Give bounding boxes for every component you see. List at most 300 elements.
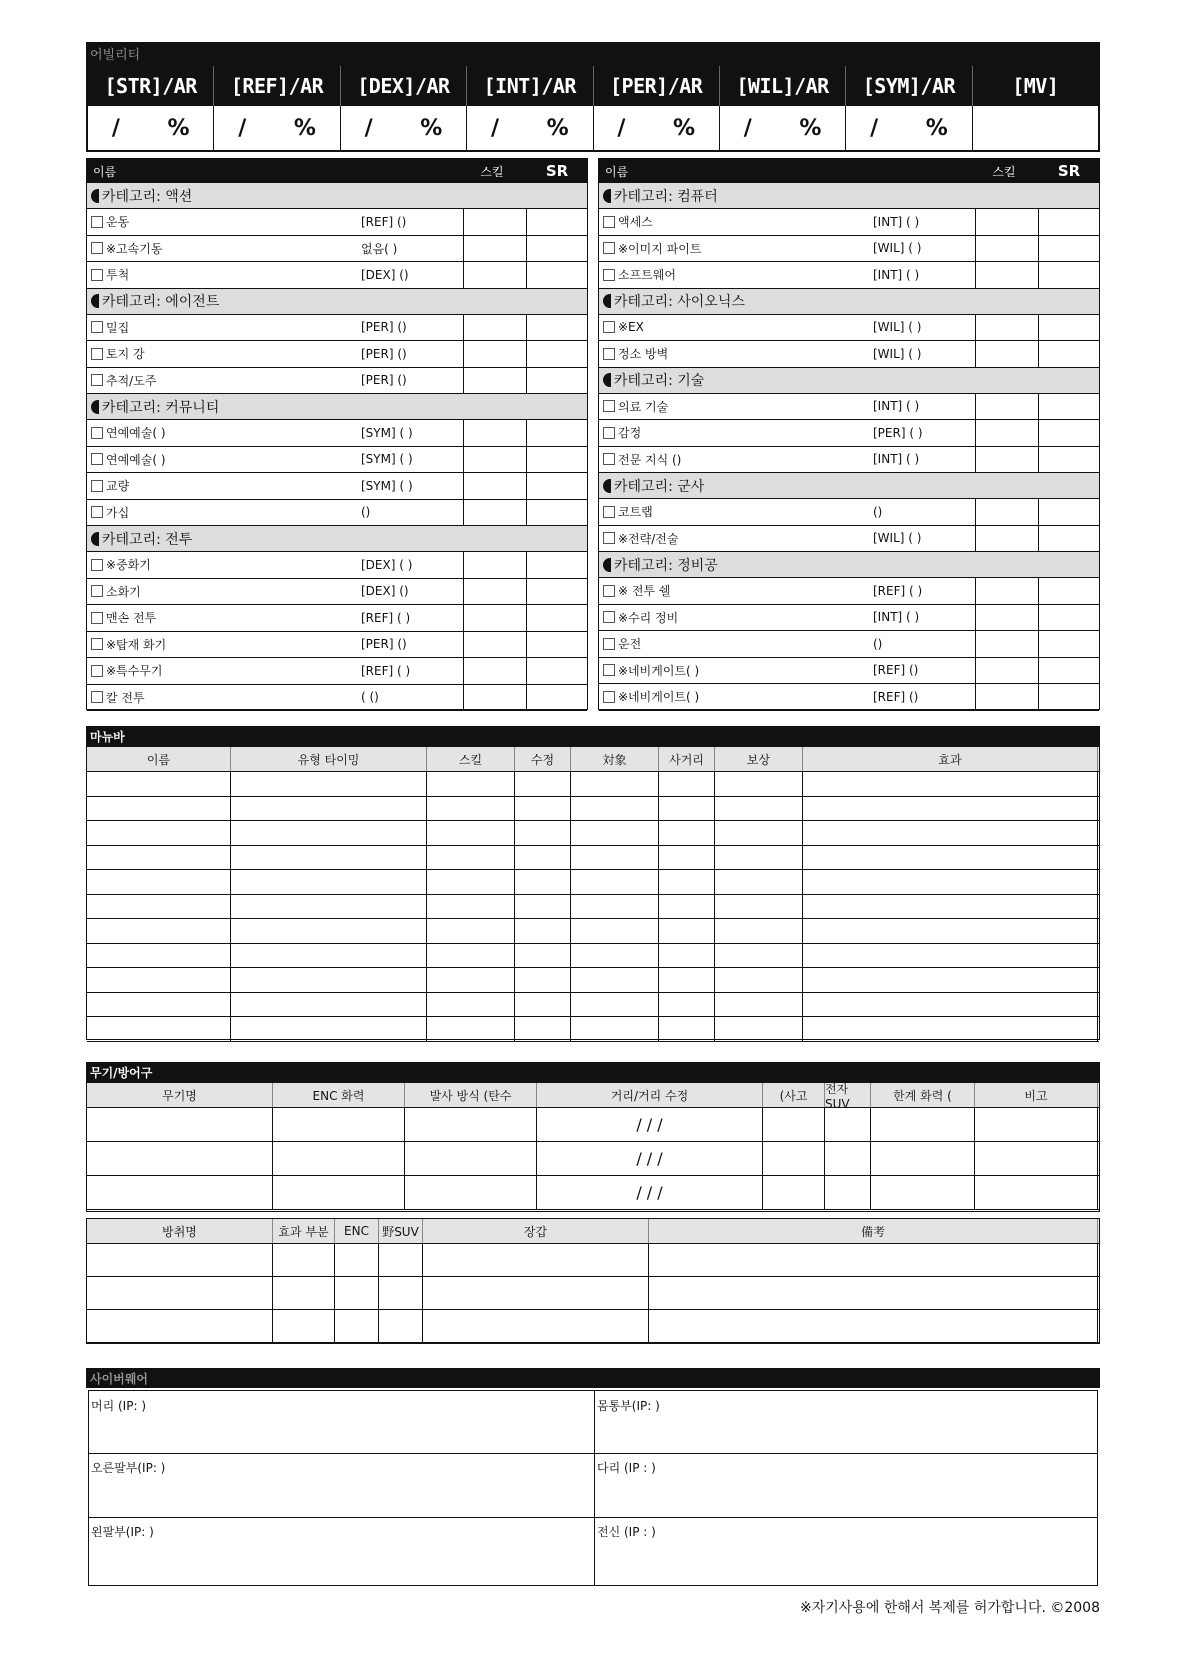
skill-name-cell (87, 213, 361, 230)
skill-name: ※전략/전술 (618, 531, 679, 546)
skill-checkbox[interactable] (91, 480, 103, 492)
weapons-cell[interactable]: / / / (537, 1142, 763, 1175)
skill-value-field[interactable] (463, 632, 526, 658)
manuba-cell[interactable] (87, 870, 231, 894)
manuba-cell[interactable] (87, 919, 231, 943)
skill-checkbox[interactable] (603, 269, 615, 281)
skill-value-field[interactable] (463, 209, 526, 235)
skill-name: ※고속기동 (106, 241, 163, 256)
manuba-cell[interactable] (231, 846, 427, 870)
manuba-cell[interactable] (715, 968, 803, 992)
manuba-cell[interactable] (515, 1017, 571, 1041)
skill-checkbox[interactable] (603, 638, 615, 650)
manuba-cell[interactable] (659, 919, 715, 943)
manuba-cell[interactable] (87, 772, 231, 796)
cyber-slot-right-arm[interactable]: 오른팔부(IP: ) (91, 1460, 166, 1475)
skill-value-field[interactable] (463, 447, 526, 473)
skill-checkbox[interactable] (91, 321, 103, 333)
ability-header-mv: [MV] (1012, 74, 1059, 98)
weapons-cell[interactable] (763, 1176, 825, 1209)
cyber-slot-left-arm[interactable]: 왼팔부(IP: ) (91, 1524, 154, 1539)
skill-ability: [REF] () (873, 663, 919, 678)
manuba-cell[interactable] (571, 821, 659, 845)
weapons-header-cell: 거리/거리 수정 (537, 1083, 763, 1107)
skill-sr-field[interactable] (526, 262, 587, 288)
skill-value-field[interactable] (463, 341, 526, 367)
armor-cell[interactable] (335, 1310, 379, 1342)
weapons-cell[interactable] (273, 1142, 405, 1175)
manuba-cell[interactable] (87, 1017, 231, 1041)
skill-checkbox[interactable] (91, 216, 103, 228)
skill-checkbox[interactable] (91, 269, 103, 281)
manuba-cell[interactable] (803, 1017, 1098, 1041)
skill-ability: [INT] ( ) (873, 610, 920, 625)
ability-value-per[interactable]: / % (594, 106, 720, 150)
manuba-header-cell: 유형 타이밍 (231, 747, 427, 771)
skill-value-field[interactable] (463, 262, 526, 288)
skill-name: 밀집 (106, 320, 130, 335)
armor-cell[interactable] (379, 1310, 423, 1342)
skill-checkbox[interactable] (603, 400, 615, 412)
skill-sr-field[interactable] (526, 209, 587, 235)
manuba-cell[interactable] (427, 846, 515, 870)
manuba-cell[interactable] (659, 797, 715, 821)
manuba-cell[interactable] (571, 919, 659, 943)
manuba-cell[interactable] (571, 895, 659, 919)
manuba-cell[interactable] (87, 846, 231, 870)
skill-checkbox[interactable] (91, 374, 103, 386)
skill-name: 운동 (106, 215, 130, 230)
manuba-cell[interactable] (87, 797, 231, 821)
skill-name: ※중화기 (106, 558, 151, 573)
skill-checkbox[interactable] (603, 532, 615, 544)
skill-checkbox[interactable] (91, 638, 103, 650)
skill-value-field[interactable] (975, 684, 1038, 710)
skill-value-field[interactable] (463, 605, 526, 631)
skill-sr-field[interactable] (1038, 209, 1099, 235)
manuba-cell[interactable] (715, 993, 803, 1017)
skill-category-header (87, 183, 587, 209)
manuba-cell[interactable] (803, 895, 1098, 919)
manuba-cell[interactable] (803, 944, 1098, 968)
ability-value-int[interactable]: / % (467, 106, 593, 150)
manuba-cell[interactable] (231, 895, 427, 919)
manuba-section-bar: 마뉴바 (86, 726, 1100, 746)
skill-category-title: 카테고리: 사이오닉스 (614, 294, 745, 310)
skill-checkbox[interactable] (91, 453, 103, 465)
category-marker-icon (603, 558, 611, 572)
weapons-cell[interactable] (975, 1108, 1098, 1141)
skill-value-field[interactable] (463, 685, 526, 711)
skill-sr-field[interactable] (526, 315, 587, 341)
skill-sr-field[interactable] (1038, 578, 1099, 604)
manuba-cell[interactable] (803, 772, 1098, 796)
skill-category-title: 카테고리: 군사 (614, 478, 705, 495)
manuba-cell[interactable] (571, 797, 659, 821)
ability-value-sym[interactable]: / % (846, 106, 972, 150)
weapons-cell[interactable] (975, 1176, 1098, 1209)
skill-value-field[interactable] (975, 209, 1038, 235)
skill-value-field[interactable] (463, 552, 526, 578)
armor-cell[interactable] (335, 1244, 379, 1276)
skill-name: ※ 전투 쉘 (618, 584, 671, 599)
manuba-cell[interactable] (231, 944, 427, 968)
manuba-cell[interactable] (715, 797, 803, 821)
weapons-cell[interactable] (825, 1108, 871, 1141)
skill-row (87, 236, 587, 263)
weapons-cell[interactable] (871, 1108, 975, 1141)
cyber-slot-legs[interactable]: 다리 (IP : ) (597, 1460, 656, 1475)
armor-cell[interactable] (649, 1310, 1098, 1342)
skill-checkbox[interactable] (91, 691, 103, 703)
skill-sr-field[interactable] (1038, 394, 1099, 420)
manuba-cell[interactable] (427, 993, 515, 1017)
skill-checkbox[interactable] (91, 585, 103, 597)
manuba-cell[interactable] (803, 870, 1098, 894)
manuba-cell[interactable] (231, 968, 427, 992)
manuba-cell[interactable] (803, 846, 1098, 870)
ability-header-row (88, 66, 1098, 106)
skill-row (599, 605, 1099, 632)
manuba-cell[interactable] (571, 944, 659, 968)
manuba-cell[interactable] (571, 772, 659, 796)
manuba-cell[interactable] (659, 846, 715, 870)
skill-sr-field[interactable] (1038, 341, 1099, 367)
manuba-cell[interactable] (659, 968, 715, 992)
manuba-cell[interactable] (231, 870, 427, 894)
ability-value-str[interactable]: / % (88, 106, 214, 150)
manuba-cell[interactable] (427, 1017, 515, 1041)
armor-header-cell: 備考 (649, 1219, 1098, 1243)
manuba-cell[interactable] (659, 870, 715, 894)
manuba-cell[interactable] (571, 1017, 659, 1041)
weapons-cell[interactable] (405, 1176, 537, 1209)
manuba-cell[interactable] (803, 797, 1098, 821)
skill-checkbox[interactable] (603, 691, 615, 703)
skill-value-field[interactable] (463, 420, 526, 446)
skill-sr-field[interactable] (526, 632, 587, 658)
skill-value-field[interactable] (975, 605, 1038, 631)
manuba-cell[interactable] (515, 821, 571, 845)
skill-value-field[interactable] (975, 394, 1038, 420)
manuba-cell[interactable] (571, 968, 659, 992)
skill-sr-field[interactable] (1038, 420, 1099, 446)
armor-row (87, 1310, 1099, 1343)
manuba-cell[interactable] (659, 772, 715, 796)
skill-category-header (87, 289, 587, 315)
skill-ability: [SYM] ( ) (361, 425, 413, 440)
skill-checkbox[interactable] (603, 348, 615, 360)
skill-sr-field[interactable] (1038, 262, 1099, 288)
manuba-cell[interactable] (715, 846, 803, 870)
manuba-cell[interactable] (659, 821, 715, 845)
armor-cell[interactable] (649, 1277, 1098, 1309)
skill-checkbox[interactable] (603, 427, 615, 439)
manuba-cell[interactable] (87, 968, 231, 992)
skill-sr-field[interactable] (1038, 605, 1099, 631)
armor-cell[interactable] (273, 1310, 335, 1342)
manuba-cell[interactable] (659, 944, 715, 968)
manuba-cell[interactable] (515, 895, 571, 919)
manuba-cell[interactable] (231, 821, 427, 845)
weapons-cell[interactable] (975, 1142, 1098, 1175)
manuba-cell[interactable] (427, 895, 515, 919)
skill-checkbox[interactable] (603, 216, 615, 228)
manuba-cell[interactable] (803, 993, 1098, 1017)
skill-sr-field[interactable] (526, 341, 587, 367)
skill-sr-field[interactable] (526, 552, 587, 578)
skill-value-field[interactable] (463, 658, 526, 684)
skill-value-field[interactable] (975, 499, 1038, 525)
manuba-cell[interactable] (715, 944, 803, 968)
skill-value-field[interactable] (463, 500, 526, 526)
manuba-header-cell: 수정 (515, 747, 571, 771)
skill-sr-field[interactable] (526, 473, 587, 499)
skill-checkbox[interactable] (603, 611, 615, 623)
armor-cell[interactable] (87, 1244, 273, 1276)
ability-header-sym: [SYM]/AR (846, 66, 972, 106)
manuba-cell[interactable] (515, 968, 571, 992)
armor-cell[interactable] (87, 1277, 273, 1309)
manuba-row (87, 919, 1099, 944)
skill-value-field[interactable] (975, 315, 1038, 341)
skill-category-header (599, 368, 1099, 394)
weapons-cell[interactable] (87, 1142, 273, 1175)
ability-header-str: [STR]/AR (88, 66, 214, 106)
weapons-cell[interactable] (871, 1176, 975, 1209)
skill-checkbox[interactable] (603, 506, 615, 518)
ability-value-wil[interactable]: / % (720, 106, 846, 150)
skill-category-header (599, 552, 1099, 578)
skill-sr-field[interactable] (1038, 631, 1099, 657)
skill-sr-field[interactable] (1038, 236, 1099, 262)
manuba-header-cell: 対象 (571, 747, 659, 771)
manuba-cell[interactable] (427, 968, 515, 992)
weapons-cell[interactable] (763, 1142, 825, 1175)
skill-value-field[interactable] (975, 658, 1038, 684)
manuba-cell[interactable] (715, 895, 803, 919)
armor-cell[interactable] (649, 1244, 1098, 1276)
manuba-cell[interactable] (715, 772, 803, 796)
manuba-cell[interactable] (427, 919, 515, 943)
skill-checkbox[interactable] (91, 665, 103, 677)
weapons-cell[interactable] (273, 1176, 405, 1209)
skill-row (599, 658, 1099, 685)
manuba-cell[interactable] (803, 919, 1098, 943)
armor-cell[interactable] (423, 1310, 649, 1342)
manuba-cell[interactable] (659, 993, 715, 1017)
skill-sr-field[interactable] (526, 236, 587, 262)
weapons-cell[interactable]: / / / (537, 1108, 763, 1141)
skill-sr-field[interactable] (1038, 447, 1099, 473)
skill-category-header (87, 526, 587, 552)
skill-name-cell (599, 635, 873, 652)
manuba-cell[interactable] (571, 846, 659, 870)
skill-ability: [SYM] ( ) (361, 452, 413, 467)
armor-cell[interactable] (273, 1277, 335, 1309)
armor-header-cell: 野SUV (379, 1219, 423, 1243)
manuba-cell[interactable] (715, 821, 803, 845)
skill-sr-field[interactable] (526, 658, 587, 684)
skill-checkbox[interactable] (603, 453, 615, 465)
skill-ability: [WIL] ( ) (873, 531, 922, 546)
manuba-cell[interactable] (515, 944, 571, 968)
manuba-cell[interactable] (231, 797, 427, 821)
armor-cell[interactable] (379, 1277, 423, 1309)
cyber-slot-head[interactable]: 머리 (IP: ) (91, 1398, 146, 1413)
manuba-cell[interactable] (231, 919, 427, 943)
armor-cell[interactable] (423, 1277, 649, 1309)
manuba-cell[interactable] (87, 944, 231, 968)
manuba-cell[interactable] (427, 870, 515, 894)
skill-value-field[interactable] (975, 631, 1038, 657)
manuba-cell[interactable] (803, 968, 1098, 992)
manuba-cell[interactable] (87, 821, 231, 845)
skill-category-title: 카테고리: 액션 (102, 188, 193, 205)
weapons-section-bar: 무기/방어구 (86, 1062, 1100, 1082)
skill-value-field[interactable] (463, 315, 526, 341)
armor-cell[interactable] (379, 1244, 423, 1276)
manuba-cell[interactable] (515, 870, 571, 894)
manuba-cell[interactable] (515, 797, 571, 821)
skill-value-field[interactable] (463, 236, 526, 262)
skill-sr-field[interactable] (526, 500, 587, 526)
skill-name-cell (599, 503, 873, 520)
weapons-cell[interactable] (87, 1176, 273, 1209)
skill-row (87, 473, 587, 500)
skill-row (87, 368, 587, 395)
armor-header-cell: 방취명 (87, 1219, 273, 1243)
manuba-cell[interactable] (571, 993, 659, 1017)
skill-checkbox[interactable] (91, 348, 103, 360)
skill-value-field[interactable] (975, 236, 1038, 262)
weapons-header-cell: ENC 화력 (273, 1083, 405, 1107)
armor-cell[interactable] (273, 1244, 335, 1276)
skill-sr-field[interactable] (1038, 684, 1099, 710)
manuba-cell[interactable] (427, 944, 515, 968)
manuba-cell[interactable] (87, 895, 231, 919)
manuba-cell[interactable] (231, 993, 427, 1017)
skill-sr-field[interactable] (526, 685, 587, 711)
manuba-row (87, 846, 1099, 871)
skill-checkbox[interactable] (603, 585, 615, 597)
manuba-cell[interactable] (715, 1017, 803, 1041)
manuba-cell[interactable] (231, 1017, 427, 1041)
manuba-cell[interactable] (515, 846, 571, 870)
manuba-cell[interactable] (515, 993, 571, 1017)
manuba-cell[interactable] (87, 993, 231, 1017)
skill-row (599, 526, 1099, 553)
weapons-cell[interactable] (825, 1142, 871, 1175)
manuba-cell[interactable] (515, 772, 571, 796)
manuba-cell[interactable] (427, 821, 515, 845)
manuba-cell[interactable] (571, 870, 659, 894)
weapons-cell[interactable] (405, 1108, 537, 1141)
manuba-cell[interactable] (427, 772, 515, 796)
skill-name: 액세스 (618, 215, 653, 230)
skill-checkbox[interactable] (91, 242, 103, 254)
skill-sr-field[interactable] (1038, 315, 1099, 341)
armor-cell[interactable] (87, 1310, 273, 1342)
skill-value-field[interactable] (975, 526, 1038, 552)
skill-checkbox[interactable] (91, 427, 103, 439)
ability-value-ref[interactable]: / % (214, 106, 340, 150)
skill-sr-field[interactable] (1038, 658, 1099, 684)
skill-row (599, 209, 1099, 236)
skill-value-field[interactable] (975, 262, 1038, 288)
ability-value-mv[interactable] (973, 106, 1098, 150)
armor-header-cell: 효과 부분 (273, 1219, 335, 1243)
skill-value-field[interactable] (463, 368, 526, 394)
weapons-cell[interactable] (763, 1108, 825, 1141)
weapons-cell[interactable] (825, 1176, 871, 1209)
manuba-cell[interactable] (659, 1017, 715, 1041)
manuba-cell[interactable] (231, 772, 427, 796)
skill-checkbox[interactable] (91, 559, 103, 571)
manuba-row (87, 968, 1099, 993)
skill-checkbox[interactable] (91, 612, 103, 624)
armor-cell[interactable] (423, 1244, 649, 1276)
skill-name-cell (87, 556, 361, 573)
manuba-cell[interactable] (427, 797, 515, 821)
manuba-cell[interactable] (715, 919, 803, 943)
skill-ability: [WIL] ( ) (873, 346, 922, 361)
skill-ability: [REF] () (361, 214, 407, 229)
skill-ability: [REF] ( ) (873, 583, 923, 598)
skill-ability: [REF] () (873, 689, 919, 704)
skill-sr-field[interactable] (1038, 499, 1099, 525)
skill-value-field[interactable] (463, 473, 526, 499)
skill-sr-field[interactable] (526, 420, 587, 446)
manuba-cell[interactable] (715, 870, 803, 894)
skills-right-header: 이름 스킬 SR (599, 159, 1099, 183)
manuba-cell[interactable] (803, 821, 1098, 845)
skill-sr-field[interactable] (1038, 526, 1099, 552)
weapons-cell[interactable] (405, 1142, 537, 1175)
skill-name-cell (87, 451, 361, 468)
skill-category-title: 카테고리: 에이전트 (102, 294, 220, 310)
weapons-cell[interactable] (871, 1142, 975, 1175)
ability-value-dex[interactable]: / % (341, 106, 467, 150)
skill-category-header (599, 473, 1099, 499)
skill-sr-field[interactable] (526, 447, 587, 473)
cyber-slot-full-body[interactable]: 전신 (IP : ) (597, 1524, 656, 1539)
skill-checkbox[interactable] (603, 664, 615, 676)
skill-sr-field[interactable] (526, 368, 587, 394)
armor-cell[interactable] (335, 1277, 379, 1309)
skill-value-field[interactable] (975, 420, 1038, 446)
skill-value-field[interactable] (975, 578, 1038, 604)
skill-checkbox[interactable] (91, 506, 103, 518)
skill-value-field[interactable] (975, 341, 1038, 367)
skill-ability: [INT] ( ) (873, 214, 920, 229)
skill-value-field[interactable] (463, 579, 526, 605)
skill-checkbox[interactable] (603, 242, 615, 254)
cyber-slot-torso[interactable]: 몸통부(IP: ) (597, 1398, 660, 1413)
skill-name: 가십 (106, 505, 130, 520)
manuba-cell[interactable] (515, 919, 571, 943)
manuba-cell[interactable] (659, 895, 715, 919)
skill-checkbox[interactable] (603, 321, 615, 333)
weapons-cell[interactable] (273, 1108, 405, 1141)
weapons-cell[interactable]: / / / (537, 1176, 763, 1209)
armor-row (87, 1277, 1099, 1310)
skill-row (599, 684, 1099, 711)
weapons-cell[interactable] (87, 1108, 273, 1141)
skill-sr-field[interactable] (526, 579, 587, 605)
skill-value-field[interactable] (975, 447, 1038, 473)
skill-sr-field[interactable] (526, 605, 587, 631)
